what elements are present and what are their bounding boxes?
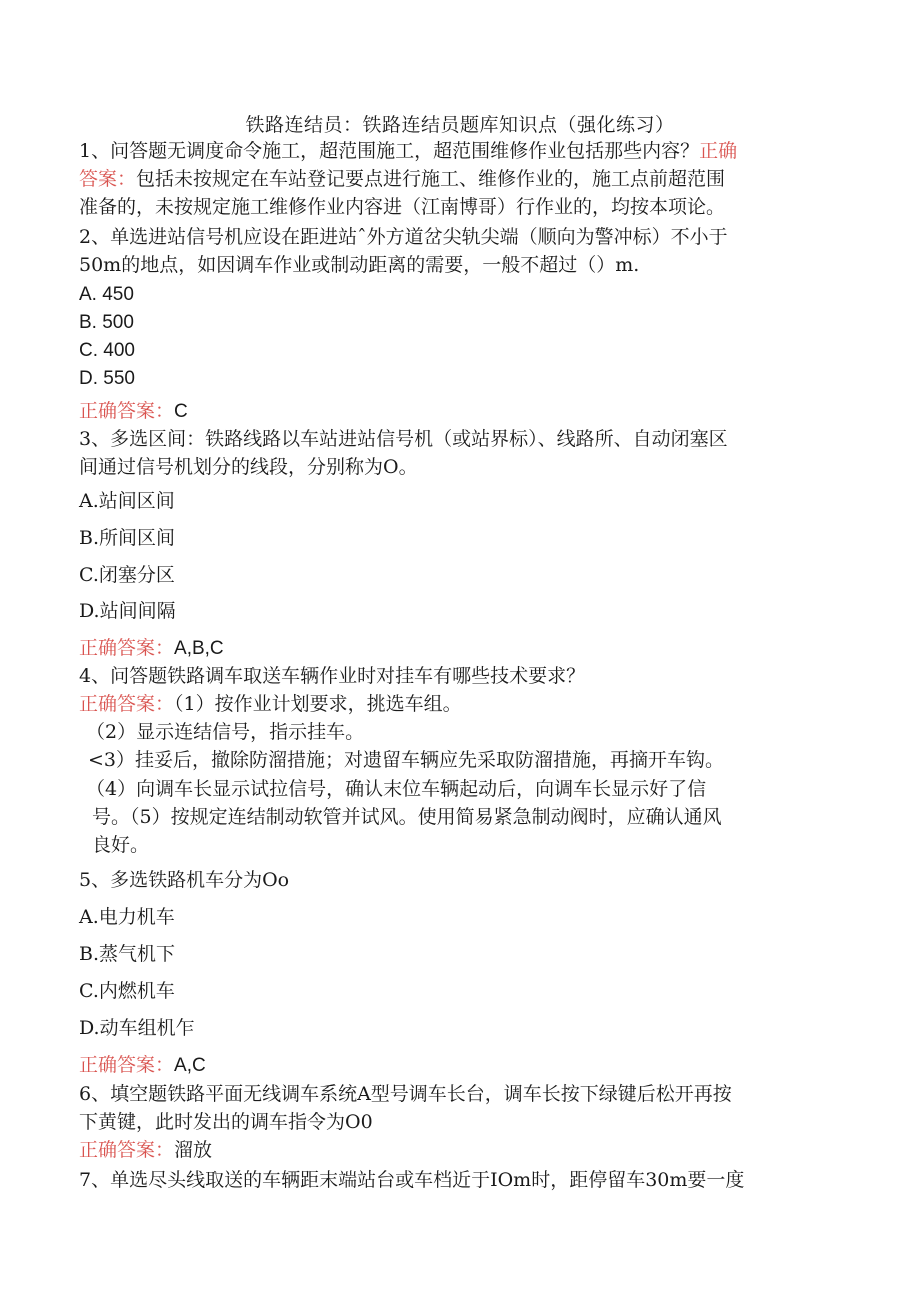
q3-option-c: C.闭塞分区 (79, 564, 175, 586)
q7-line-1: 7、单选尽头线取送的车辆距末端站台或车档近于IOm时，距停留车30m要一度 (79, 1169, 745, 1191)
q1-line-2 (79, 165, 849, 193)
q4-answer-item-4: （4）向调车长显示试拉信号，确认末位车辆起动后，向调车长显示好了信 (86, 778, 707, 800)
q1-answer-text-2: 准备的，未按规定施工维修作业内容进（江南博哥）行作业的，均按本项论。 (79, 196, 726, 218)
q2-option-b: B. 500 (79, 312, 134, 333)
q5-answer-label: 正确答案： (79, 1054, 175, 1076)
q4-answer-item-3: <3）挂妥后，撤除防溜措施；对遗留车辆应先采取防溜措施，再摘开车钩。 (88, 749, 725, 771)
q6-answer-value: 溜放 (174, 1139, 213, 1161)
q6-answer (79, 1136, 849, 1164)
q5-option-a: A.电力机车 (79, 906, 175, 928)
q4-answer-item-6: 良好。 (92, 834, 150, 856)
q1-answer-label-part1: 正确 (699, 140, 738, 162)
q2-answer-label: 正确答案： (79, 400, 175, 422)
q2-line-1: 2、单选进站信号机应设在距进站ˆ外方道岔尖轨尖端（顺向为警冲标）不小于 (79, 226, 728, 248)
q4-answer-label: 正确答案： (79, 693, 175, 715)
q3-option-d: D.站间间隔 (79, 600, 176, 622)
q5-option-b: B.蒸气机下 (79, 943, 176, 965)
q3-answer-label: 正确答案： (79, 637, 175, 659)
q6-line-1: 6、填空题铁路平面无线调车系统A型号调车长台，调车长按下绿键后松开再按 (79, 1083, 732, 1105)
document-title: 铁路连结员：铁路连结员题库知识点（强化练习） (245, 114, 675, 136)
q5-answer (79, 1051, 849, 1080)
q3-answer-value: A,B,C (174, 638, 224, 659)
q6-answer-label: 正确答案： (79, 1139, 175, 1161)
q4-answer-item-1: （1）按作业计划要求，挑选车组。 (174, 693, 462, 715)
q4-answer-item-2: （2）显示连结信号，指示挂车。 (86, 721, 365, 743)
q2-line-2: 50m的地点，如因调车作业或制动距离的需要，一般不超过（）m. (79, 254, 640, 276)
q1-text: 1、问答题无调度命令施工，超范围施工，超范围维修作业包括那些内容？ (79, 140, 700, 162)
q3-option-b: B.所间区间 (79, 527, 176, 549)
q3-line-1: 3、多选区间：铁路线路以车站进站信号机（或站界标）、线路所、自动闭塞区 (79, 428, 728, 450)
q1-line-1 (79, 137, 849, 165)
q3-answer (79, 634, 849, 663)
q1-answer-label-part2: 答案： (79, 168, 137, 190)
q4-answer-line-1 (79, 690, 849, 718)
q2-option-d: D. 550 (79, 368, 135, 389)
q5-option-d: D.动车组机乍 (79, 1017, 195, 1039)
q1-answer-text-1: 包括未按规定在车站登记要点进行施工、维修作业的，施工点前超范围 (136, 168, 726, 190)
q3-option-a: A.站间区间 (79, 490, 175, 512)
q3-line-2: 间通过信号机划分的线段，分别称为O。 (79, 456, 418, 478)
q4-line-1: 4、问答题铁路调车取送车辆作业时对挂车有哪些技术要求？ (79, 665, 586, 687)
q5-answer-value: A,C (174, 1055, 206, 1076)
q5-option-c: C.内燃机车 (79, 980, 175, 1002)
q6-line-2: 下黄键，此时发出的调车指令为O0 (79, 1111, 373, 1133)
q2-option-c: C. 400 (79, 340, 135, 361)
q2-answer-value: C (174, 401, 188, 422)
q2-option-a: A. 450 (79, 284, 134, 305)
q2-answer (79, 397, 849, 426)
q5-line-1: 5、多选铁路机车分为Oo (79, 869, 290, 891)
q4-answer-item-5: 号。（5）按规定连结制动软管并试风。使用简易紧急制动阀时，应确认通风 (92, 806, 722, 828)
